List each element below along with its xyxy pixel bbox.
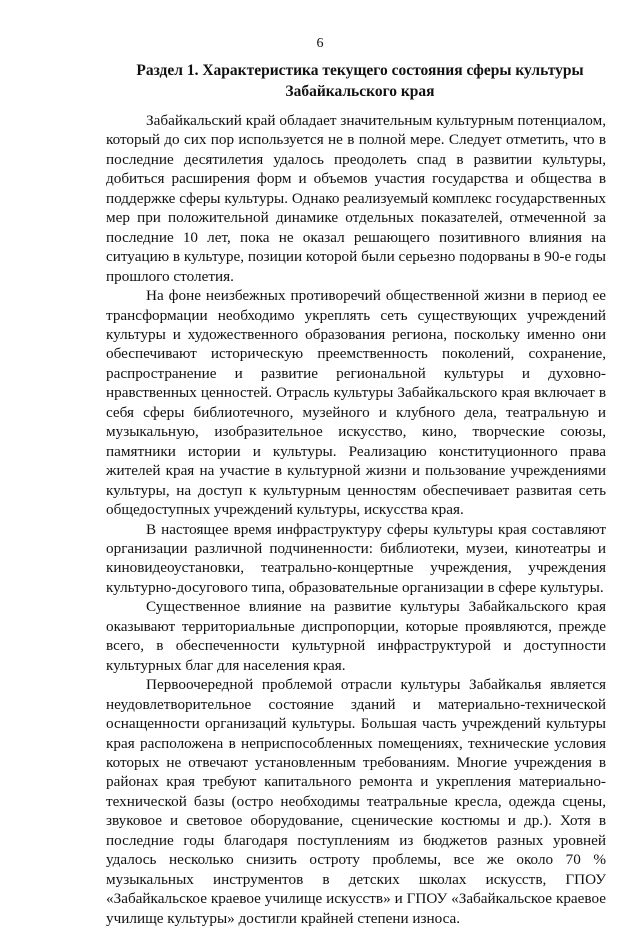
paragraph-potential: Забайкальский край обладает значительным культурным потенциалом, который до сих пор используется не в полной мере. Следует отметить, что в последние десятилетия удалось преодолеть спад в развитии культуры, добиться расширения форм и объемов участия государства и общества в поддержке сферы культуры. Однако реализуемый комплекс государственных мер при положительной динамике отдельных показателей, отмеченной за последние 10 лет, пока не оказал решающего позитивного влияния на ситуацию в культуре, позиции которой были серьезно подорваны в 90-е годы прошлого столетия.: [106, 112, 606, 285]
paragraph-infrastructure: В настоящее время инфраструктуру сферы культуры края составляют организации различной подчиненности: библиотеки, музеи, кинотеатры и киновидеоустановки, театрально-концертные учреждения, учреждения культурно-досугового типа, образовательные организации в сфере культуры.: [106, 520, 606, 596]
section-heading: Раздел 1. Характеристика текущего состояния сферы культуры Забайкальского края: [136, 62, 584, 100]
page-number: 6: [316, 36, 324, 51]
paragraph-problems: Первоочередной проблемой отрасли культуры Забайкалья является неудовлетворительное состояние зданий и материально-технической оснащенности организаций культуры. Большая часть учреждений культуры края расположена в неприспособленных помещениях, технические условия которых не отвечают установленным требованиям. Многие учреждения в районах края требуют капитального ремонта и укрепления материально-технической базы (остро необходимы театральные кресла, одежда сцены, звуковое и световое оборудование, сценические костюмы и др.). Хотя в последние годы благодаря поступлениям из бюджетов разных уровней удалось несколько снизить остроту проблемы, все же около 70 % музыкальных инструментов в детских школах искусств, ГПОУ «Забайкальское краевое училище искусств» и ГПОУ «Забайкальское краевое училище культуры» достигли крайней степени износа.: [106, 676, 606, 927]
paragraph-territorial: Существенное влияние на развитие культуры Забайкальского края оказывают территориальные диспропорции, которые проявляются, прежде всего, в обеспеченности культурной инфраструктурой и доступности культурных благ для населения края.: [106, 598, 606, 674]
paragraph-network: На фоне неизбежных противоречий общественной жизни в период ее трансформации необходимо укреплять сеть существующих учреждений культуры и художественного образования региона, поскольку именно они обеспечивают историческую преемственность поколений, сохранение, распространение и развитие региональной культуры и духовно-нравственных ценностей. Отрасль культуры Забайкальского края включает в себя сферы библиотечного, музейного и клубного дела, театральную и музыкальную, изобразительное искусство, кино, творческие союзы, памятники истории и культуры. Реализацию конституционного права жителей края на участие в культурной жизни и пользование учреждениями культуры, на доступ к культурным ценностям обеспечивает развитая сеть общедоступных учреждений культуры, искусства края.: [106, 287, 606, 519]
document-body: [106, 111, 606, 928]
